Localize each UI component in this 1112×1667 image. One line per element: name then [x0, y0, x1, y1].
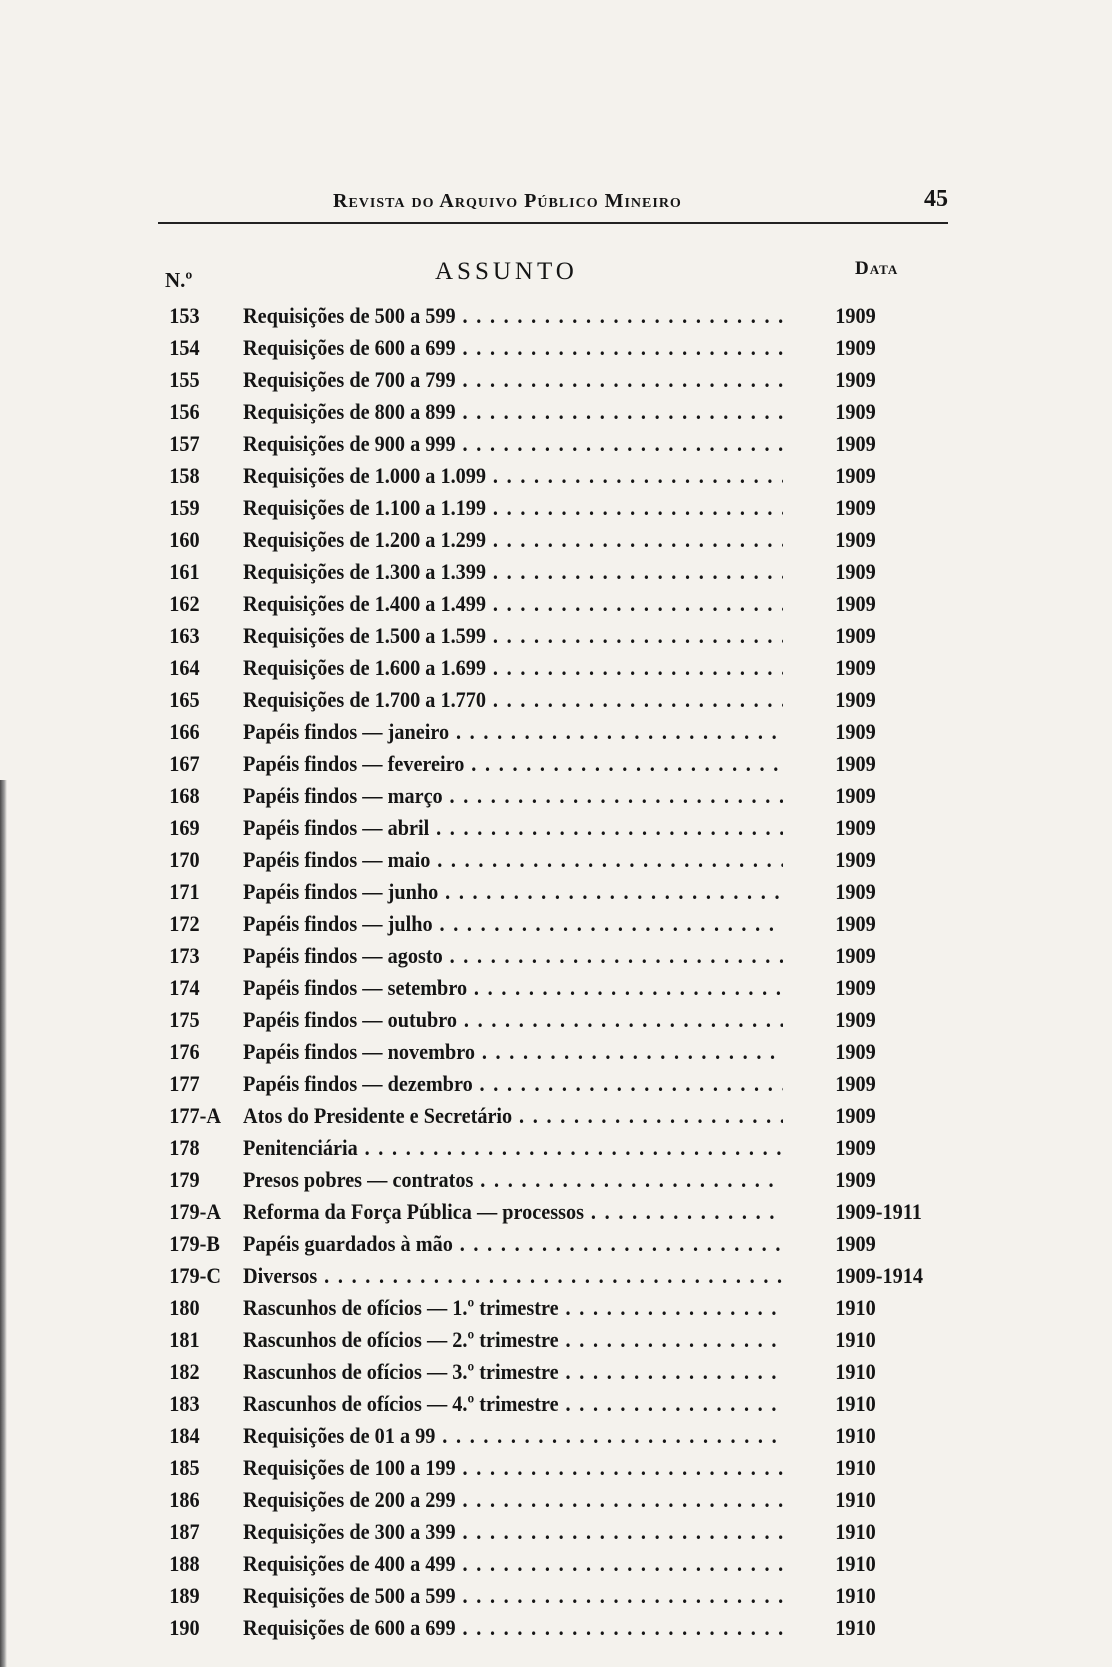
- entry-subject: Requisições de 900 a 999 . . .: [243, 428, 783, 460]
- entry-date: 1909: [835, 303, 876, 328]
- entry-date: 1909: [835, 399, 876, 424]
- entry-date: 1910: [835, 1359, 876, 1384]
- entry-subject: Rascunhos de ofícios — 2.º trimestre . . .: [243, 1324, 783, 1356]
- column-header-subject: ASSUNTO: [435, 258, 578, 285]
- entry-date: 1909: [835, 559, 876, 584]
- table-row: [0, 364, 1001, 396]
- entry-date: 1910: [835, 1583, 876, 1608]
- entry-date: 1909: [835, 431, 876, 456]
- entry-date: 1909: [835, 719, 876, 744]
- entry-subject: Papéis findos — setembro . . .: [243, 972, 783, 1004]
- table-row: [0, 1228, 1001, 1260]
- table-row: [0, 1484, 1001, 1516]
- entry-subject: Papéis findos — agosto . . .: [243, 940, 783, 972]
- entry-number: 168: [169, 783, 200, 808]
- entry-date: 1910: [835, 1487, 876, 1512]
- table-row: [0, 1132, 1001, 1164]
- entry-date: 1909: [835, 495, 876, 520]
- column-header-number: N.º: [165, 268, 193, 292]
- table-row: [0, 684, 1001, 716]
- entry-date: 1909: [835, 879, 876, 904]
- entry-date: 1909: [835, 655, 876, 680]
- entry-date: 1910: [835, 1295, 876, 1320]
- table-row: [0, 1324, 1001, 1356]
- table-row: [0, 876, 1001, 908]
- entry-date: 1909: [835, 463, 876, 488]
- entry-subject: Requisições de 1.300 a 1.399 . . .: [243, 556, 783, 588]
- entry-date: 1909: [835, 1071, 876, 1096]
- table-row: [0, 652, 1001, 684]
- table-row: [0, 1580, 1001, 1612]
- entry-number: 179: [169, 1167, 200, 1192]
- entry-subject: Rascunhos de ofícios — 1.º trimestre . . .: [243, 1292, 783, 1324]
- entry-number: 164: [169, 655, 200, 680]
- entry-subject: Requisições de 400 a 499 . . .: [243, 1548, 783, 1580]
- table-row: [0, 428, 1001, 460]
- entry-subject: Requisições de 300 a 399 . . .: [243, 1516, 783, 1548]
- entry-number: 184: [169, 1423, 200, 1448]
- entry-date: 1910: [835, 1455, 876, 1480]
- entry-subject: Papéis findos — julho . . .: [243, 908, 783, 940]
- table-row: [0, 492, 1001, 524]
- entry-subject: Requisições de 500 a 599 . . .: [243, 300, 783, 332]
- entry-date: 1909: [835, 1007, 876, 1032]
- table-row: [0, 1516, 1001, 1548]
- table-row: [0, 1196, 1001, 1228]
- table-row: [0, 1388, 1001, 1420]
- entry-date: 1909: [835, 623, 876, 648]
- entry-subject: Requisições de 600 a 699 . . .: [243, 332, 783, 364]
- entry-subject: Diversos . . .: [243, 1260, 783, 1292]
- table-row: [0, 1612, 1001, 1644]
- entry-date: 1909-1914: [835, 1263, 923, 1288]
- entry-number: 174: [169, 975, 200, 1000]
- entry-number: 182: [169, 1359, 200, 1384]
- entry-subject: Papéis guardados à mão . . .: [243, 1228, 783, 1260]
- entry-date: 1909: [835, 527, 876, 552]
- entry-date: 1909: [835, 1103, 876, 1128]
- entry-subject: Requisições de 200 a 299 . . .: [243, 1484, 783, 1516]
- entry-number: 189: [169, 1583, 200, 1608]
- entry-date: 1909: [835, 687, 876, 712]
- entry-subject: Rascunhos de ofícios — 3.º trimestre . . .: [243, 1356, 783, 1388]
- entry-subject: Papéis findos — outubro . . .: [243, 1004, 783, 1036]
- entry-number: 179-A: [169, 1199, 221, 1224]
- entry-number: 187: [169, 1519, 200, 1544]
- entry-number: 183: [169, 1391, 200, 1416]
- entry-date: 1909: [835, 335, 876, 360]
- entry-date: 1910: [835, 1423, 876, 1448]
- entry-date: 1909-1911: [835, 1199, 922, 1224]
- entry-subject: Requisições de 500 a 599 . . .: [243, 1580, 783, 1612]
- entry-date: 1909: [835, 751, 876, 776]
- entry-subject: Papéis findos — abril . . .: [243, 812, 783, 844]
- entry-number: 166: [169, 719, 200, 744]
- entry-subject: Requisições de 1.100 a 1.199 . . .: [243, 492, 783, 524]
- entry-number: 161: [169, 559, 200, 584]
- entry-number: 154: [169, 335, 200, 360]
- entry-number: 158: [169, 463, 200, 488]
- entry-date: 1910: [835, 1615, 876, 1640]
- entry-date: 1909: [835, 847, 876, 872]
- table-row: [0, 1292, 1001, 1324]
- table-row: [0, 1452, 1001, 1484]
- table-row: [0, 300, 1001, 332]
- entry-date: 1910: [835, 1391, 876, 1416]
- table-row: [0, 332, 1001, 364]
- table-row: [0, 396, 1001, 428]
- table-row: [0, 940, 1001, 972]
- entry-number: 179-B: [169, 1231, 220, 1256]
- entry-number: 188: [169, 1551, 200, 1576]
- entry-number: 177: [169, 1071, 200, 1096]
- table-row: [0, 972, 1001, 1004]
- entry-number: 156: [169, 399, 200, 424]
- entry-date: 1909: [835, 783, 876, 808]
- entry-subject: Atos do Presidente e Secretário . . .: [243, 1100, 783, 1132]
- entry-date: 1909: [835, 1167, 876, 1192]
- entry-date: 1909: [835, 367, 876, 392]
- entry-date: 1909: [835, 815, 876, 840]
- entry-number: 165: [169, 687, 200, 712]
- entry-subject: Requisições de 1.600 a 1.699 . . .: [243, 652, 783, 684]
- table-row: [0, 716, 1001, 748]
- entry-date: 1909: [835, 1135, 876, 1160]
- table-row: [0, 556, 1001, 588]
- entry-date: 1909: [835, 975, 876, 1000]
- entry-date: 1909: [835, 1231, 876, 1256]
- entry-number: 159: [169, 495, 200, 520]
- entry-number: 169: [169, 815, 200, 840]
- table-row: [0, 1356, 1001, 1388]
- entry-date: 1909: [835, 1039, 876, 1064]
- table-row: [0, 524, 1001, 556]
- running-head: [158, 186, 948, 224]
- entry-subject: Requisições de 1.200 a 1.299 . . .: [243, 524, 783, 556]
- entry-subject: Papéis findos — junho . . .: [243, 876, 783, 908]
- page-number: 45: [924, 186, 948, 212]
- journal-title: Revista do Arquivo Público Mineiro: [333, 190, 682, 212]
- entry-subject: Penitenciária . . .: [243, 1132, 783, 1164]
- table-row: [0, 1420, 1001, 1452]
- entry-subject: Papéis findos — março . . .: [243, 780, 783, 812]
- entry-number: 167: [169, 751, 200, 776]
- entry-subject: Requisições de 700 a 799 . . .: [243, 364, 783, 396]
- entry-subject: Papéis findos — maio . . .: [243, 844, 783, 876]
- table-row: [0, 1004, 1001, 1036]
- entry-subject: Reforma da Força Pública — processos . . .: [243, 1196, 783, 1228]
- table-row: [0, 844, 1001, 876]
- entry-number: 155: [169, 367, 200, 392]
- entry-number: 160: [169, 527, 200, 552]
- entry-number: 176: [169, 1039, 200, 1064]
- entry-number: 172: [169, 911, 200, 936]
- entry-subject: Requisições de 100 a 199 . . .: [243, 1452, 783, 1484]
- entry-number: 157: [169, 431, 200, 456]
- table-row: [0, 780, 1001, 812]
- entry-number: 175: [169, 1007, 200, 1032]
- entry-number: 173: [169, 943, 200, 968]
- entry-number: 180: [169, 1295, 200, 1320]
- entry-date: 1909: [835, 591, 876, 616]
- entry-date: 1909: [835, 911, 876, 936]
- entry-number: 185: [169, 1455, 200, 1480]
- entry-subject: Requisições de 800 a 899 . . .: [243, 396, 783, 428]
- entry-subject: Papéis findos — novembro . . .: [243, 1036, 783, 1068]
- entry-subject: Requisições de 01 a 99 . . .: [243, 1420, 783, 1452]
- entry-date: 1909: [835, 943, 876, 968]
- entry-subject: Presos pobres — contratos . . .: [243, 1164, 783, 1196]
- entry-date: 1910: [835, 1327, 876, 1352]
- table-row: [0, 1164, 1001, 1196]
- table-row: [0, 620, 1001, 652]
- entry-subject: Papéis findos — fevereiro . . .: [243, 748, 783, 780]
- entry-number: 171: [169, 879, 200, 904]
- entry-subject: Papéis findos — janeiro . . .: [243, 716, 783, 748]
- entry-number: 190: [169, 1615, 200, 1640]
- entry-number: 179-C: [169, 1263, 221, 1288]
- column-header-date: Data: [855, 258, 899, 279]
- table-row: [0, 1260, 1001, 1292]
- entry-number: 181: [169, 1327, 200, 1352]
- entry-subject: Papéis findos — dezembro . . .: [243, 1068, 783, 1100]
- table-row: [0, 1068, 1001, 1100]
- table-row: [0, 1036, 1001, 1068]
- entry-subject: Requisições de 1.500 a 1.599 . . .: [243, 620, 783, 652]
- entry-subject: Requisições de 1.400 a 1.499 . . .: [243, 588, 783, 620]
- entry-number: 186: [169, 1487, 200, 1512]
- table-row: [0, 908, 1001, 940]
- entry-number: 170: [169, 847, 200, 872]
- entry-number: 178: [169, 1135, 200, 1160]
- table-row: [0, 812, 1001, 844]
- entry-subject: Requisições de 600 a 699 . . .: [243, 1612, 783, 1644]
- table-row: [0, 1548, 1001, 1580]
- entry-subject: Requisições de 1.000 a 1.099 . . .: [243, 460, 783, 492]
- entry-subject: Rascunhos de ofícios — 4.º trimestre . . .: [243, 1388, 783, 1420]
- entry-date: 1910: [835, 1519, 876, 1544]
- table-row: [0, 588, 1001, 620]
- entry-number: 163: [169, 623, 200, 648]
- entry-subject: Requisições de 1.700 a 1.770 . . .: [243, 684, 783, 716]
- entry-number: 177-A: [169, 1103, 221, 1128]
- table-row: [0, 460, 1001, 492]
- entry-number: 153: [169, 303, 200, 328]
- entry-date: 1910: [835, 1551, 876, 1576]
- table-row: [0, 748, 1001, 780]
- entry-number: 162: [169, 591, 200, 616]
- table-row: [0, 1100, 1001, 1132]
